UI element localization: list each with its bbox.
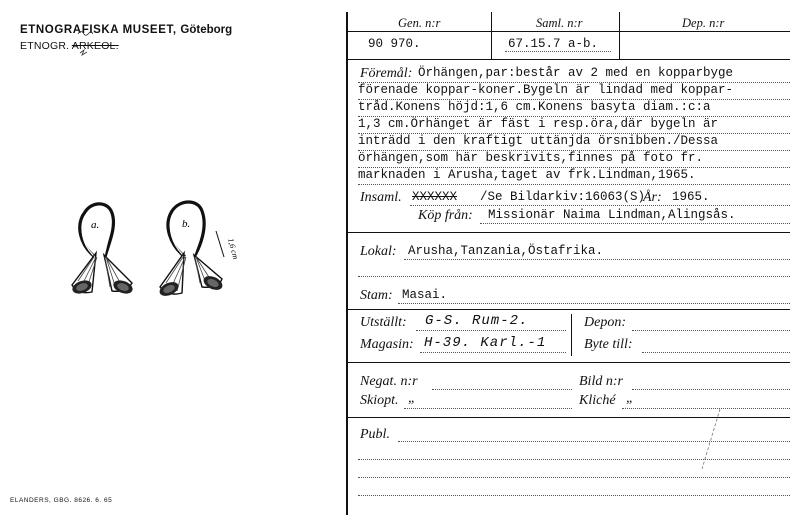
publ-dots-3 <box>358 477 790 478</box>
earring-a-icon <box>71 204 135 296</box>
measure-line <box>216 231 224 257</box>
byte-dots <box>642 352 790 353</box>
utstallt-label: Utställt: <box>360 315 407 330</box>
stam-label: Stam: <box>360 288 393 303</box>
magasin-value: H-39. Karl.-1 <box>424 335 547 351</box>
magasin-label: Magasin: <box>360 337 414 352</box>
foremal-label: Föremål: <box>360 66 413 81</box>
utstallt-dots <box>416 330 566 331</box>
foremal-line-4: 1,3 cm.Örhänget är fäst i resp.öra,där bygeln är <box>358 117 719 131</box>
foremal-dots-2 <box>358 99 790 100</box>
saml-nr-dots <box>505 51 611 52</box>
lokal-value: Arusha,Tanzania,Östafrika. <box>408 244 604 258</box>
ar-label: År: <box>643 190 662 205</box>
department-struck: ARKEOL. <box>71 40 119 52</box>
foremal-dots-1 <box>358 82 790 83</box>
bild-dots <box>632 389 790 390</box>
foremal-line-7: marknaden i Arusha,taget av frk.Lindman,1965. <box>358 168 696 182</box>
foremal-dots-5 <box>358 150 790 151</box>
rule-storage-top <box>347 309 790 310</box>
table-vrule-1 <box>491 12 492 60</box>
printer-line: ELANDERS, GBG. 8626. 6. 65 <box>10 497 113 504</box>
gen-nr-value: 90 970. <box>368 37 421 51</box>
pencil-mark-icon <box>690 405 730 475</box>
bild-label: Bild n:r <box>579 374 623 389</box>
saml-nr-value: 67.15.7 a-b. <box>508 37 599 51</box>
foremal-line-3: tråd.Konens höjd:1,6 cm.Konens basyta diam.:c:a <box>358 100 711 114</box>
department-line: ETNOGR. ARKEOL. <box>20 40 119 52</box>
table-divider <box>347 31 790 32</box>
skiopt-label: Skiopt. <box>360 393 399 408</box>
byte-label: Byte till: <box>584 337 633 352</box>
stam-dots <box>398 303 790 304</box>
lokal-dots-2 <box>358 276 790 277</box>
kop-dots <box>480 223 790 224</box>
depon-label: Depon: <box>584 315 626 330</box>
skiopt-value: „ <box>408 391 416 406</box>
kop-value: Missionär Naima Lindman,Alingsås. <box>488 208 736 222</box>
negat-label: Negat. n:r <box>360 374 418 389</box>
dep-nr-label: Dep. n:r <box>682 16 725 30</box>
lokal-dots-1 <box>404 259 790 260</box>
magasin-dots <box>420 352 566 353</box>
foremal-dots-3 <box>358 116 790 117</box>
kliche-value: „ <box>626 391 634 406</box>
card-left-border <box>346 12 348 515</box>
foremal-dots-4 <box>358 133 790 134</box>
negat-dots <box>432 389 572 390</box>
storage-vrule <box>571 314 572 356</box>
earrings-drawing <box>60 195 260 305</box>
foremal-line-6: örhängen,som här beskrivits,finnes på foto fr. <box>358 151 704 165</box>
insaml-struck: XXXXXX <box>412 190 458 204</box>
publ-label: Publ. <box>360 427 390 442</box>
gen-nr-label: Gen. n:r <box>398 16 441 30</box>
table-bottom-rule <box>347 59 790 60</box>
utstallt-value: G-S. Rum-2. <box>425 313 529 329</box>
foremal-dots-6 <box>358 167 790 168</box>
publ-dots-4 <box>358 495 790 496</box>
foremal-line-1: Örhängen,par:består av 2 med en kopparbyge <box>418 66 734 80</box>
kop-label: Köp från: <box>418 208 473 223</box>
rule-negat-top <box>347 362 790 363</box>
rule-lokal-top <box>347 232 790 233</box>
insaml-dots <box>410 205 790 206</box>
insaml-value: /Se Bildarkiv:16063(S) <box>480 190 646 204</box>
lokal-label: Lokal: <box>360 244 397 259</box>
foremal-dots-7 <box>358 184 790 185</box>
ar-value: 1965. <box>672 190 710 204</box>
earring-b-icon <box>157 202 224 299</box>
measure-label: 1,6 cm <box>226 237 241 261</box>
handwritten-mark-icon <box>68 28 108 58</box>
kliche-label: Kliché <box>579 393 616 408</box>
table-vrule-2 <box>619 12 620 60</box>
insaml-label: Insaml. <box>360 190 402 205</box>
depon-dots <box>632 330 790 331</box>
publ-dots-1 <box>398 441 790 442</box>
museum-name: ETNOGRAFISKA MUSEET, Göteborg <box>20 24 233 36</box>
foremal-line-5: inträdd i den kraftigt uttänjda örsnibben./Dessa <box>358 134 719 148</box>
foremal-line-2: förenade koppar-koner.Bygeln är lindad med koppar- <box>358 83 734 97</box>
skiopt-dots <box>404 408 572 409</box>
saml-nr-label: Saml. n:r <box>536 16 583 30</box>
label-b: b. <box>182 218 191 230</box>
label-a: a. <box>91 219 100 231</box>
stam-value: Masai. <box>402 288 448 302</box>
